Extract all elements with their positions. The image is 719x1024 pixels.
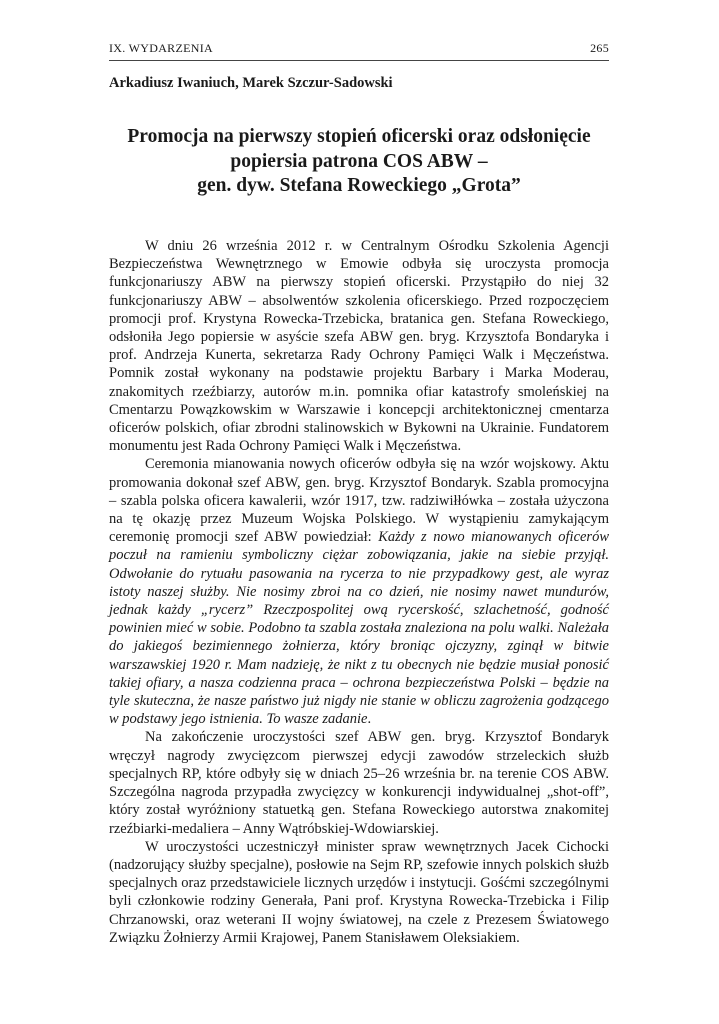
title-line-2: popiersia patrona COS ABW – [230, 150, 488, 172]
paragraph-1: W dniu 26 września 2012 r. w Centralnym Ośrodku Szkolenia Agencji Bezpieczeństwa Wewnętrznego w Emowie odbyła się uroczysta promocja funkcjonariuszy ABW na pierwszy stopień oficerski. Przystąpiło do niej 32 funkcjonariuszy ABW – absolwentów szkolenia oficerskiego. Przed rozpoczęciem promocji prof. Krystyna Rowecka-Trzebicka, bratanica gen. Stefana Roweckiego, odsłoniła Jego popiersie w asyście szefa ABW gen. bryg. Krzysztofa Bondaryka i prof. Andrzeja Kunerta, sekretarza Rady Ochrony Pamięci Walk i Męczeństwa. Pomnik został wykonany na podstawie projektu Barbary i Marka Moderau, znakomitych rzeźbiarzy, autorów m.in. pomnika ofiar katastrofy smoleńskiej na Cmentarzu Powązkowskim w Warszawie i koncepcji architektonicznej cmentarza oficerów polskich, ofiar zbrodni stalinowskich w Bykowni na Ukrainie. Fundatorem monumentu jest Rada Ochrony Pamięci Walk i Męczeństwa. [109, 238, 609, 455]
paragraph-4: W uroczystości uczestniczył minister spraw wewnętrznych Jacek Cichocki (nadzorujący służby specjalne), posłowie na Sejm RP, szefowie innych polskich służb specjalnych oraz przedstawiciele licznych urzędów i instytucji. Gośćmi szczególnymi byli członkowie rodziny Generała, Pani prof. Krystyna Rowecka-Trzebicka i Filip Chrzanowski, oraz weterani II wojny światowej, na czele z Prezesem Światowego Związku Żołnierzy Armii Krajowej, Panem Stanisławem Oleksiakiem. [109, 838, 609, 946]
section-title: IX. WYDARZENIA [109, 41, 213, 55]
running-header [109, 38, 609, 61]
article-title [109, 125, 609, 199]
article-authors: Arkadiusz Iwaniuch, Marek Szczur-Sadowski [109, 75, 393, 91]
page-number: 265 [590, 41, 609, 55]
title-line-3: gen. dyw. Stefana Roweckiego „Grota” [197, 175, 521, 196]
article-body [109, 237, 609, 947]
paragraph-2-quote: Każdy z nowo mianowanych oficerów poczuł na ramieniu symboliczny ciężar zobowiązania, jakie na siebie przyjął. Odwołanie do rytuału pasowania na rycerza to nie przypadkowy gest, ale wyraz istoty naszej służby. Nie nosimy zbroi na co dzień, nie nosimy nawet mundurów, jednak każdy „rycerz” Rzeczpospolitej ową rycerskość, szlachetność, godność powinien mieć w sobie. Podobno ta szabla została znaleziona na polu walki. Należała do jakiegoś bezimiennego żołnierza, który broniąc ojczyzny, zginął w bitwie warszawskiej 1920 r. Mam nadzieję, że nikt z tu obecnych nie będzie musiał ponosić takiej ofiary, a nasza codzienna praca – ochrona bezpieczeństwa Polski – będzie na tyle skuteczna, że nasze państwo już nigdy nie stanie w obliczu zagrożenia godzącego w podstawy jego istnienia. To wasze zadanie [109, 529, 609, 728]
title-line-1: Promocja na pierwszy stopień oficerski oraz odsłonięcie [127, 126, 591, 147]
paragraph-2-text: Ceremonia mianowania nowych oficerów odbyła się na wzór wojskowy. Aktu promowania dokonał szef ABW, gen. bryg. Krzysztof Bondaryk. Szabla promocyjna – szabla polska oficera kawalerii, wzór 1917, tzw. radziwiłłówka – została użyczona na tę okazję przez Muzeum Wojska Polskiego. W wystąpieniu zamykającym ceremonię promocji szef ABW powiedział: [109, 456, 609, 546]
paragraph-2-end: . [367, 711, 372, 728]
paragraph-3: Na zakończenie uroczystości szef ABW gen. bryg. Krzysztof Bondaryk wręczył nagrody zwycięzcom pierwszej edycji zawodów strzeleckich służb specjalnych RP, które odbyły się w dniach 25–26 września br. na terenie COS ABW. Szczególna nagroda przypadła zwycięzcy w konkurencji indywidualnej „shot-off”, który został wyróżniony statuetką gen. Stefana Roweckiego autorstwa znakomitej rzeźbiarki-medaliera – Anny Wątróbskiej-Wdowiarskiej. [109, 729, 609, 837]
paragraph-2 [109, 455, 609, 728]
